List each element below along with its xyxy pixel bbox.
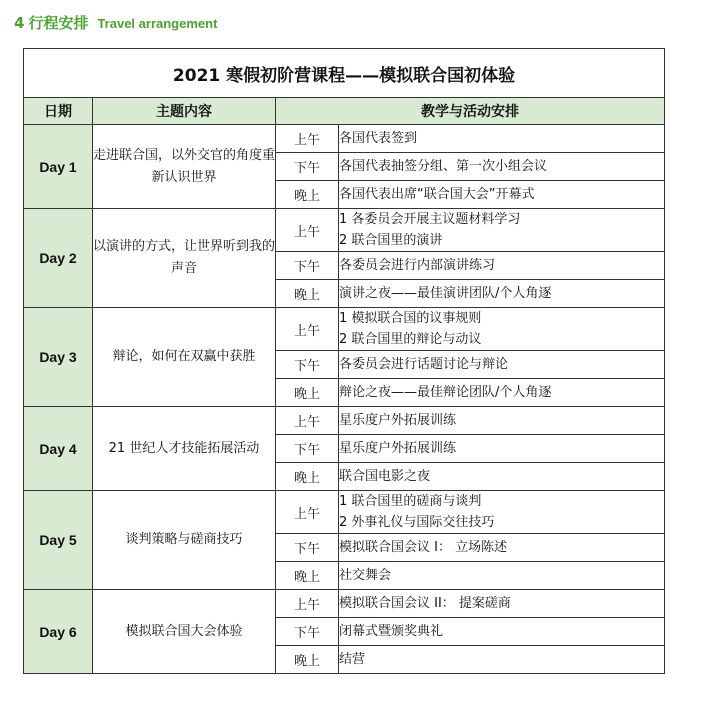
activity-item: 1 各委员会开展主议题材料学习: [339, 212, 521, 227]
table-row: [24, 407, 665, 435]
section-number: 4: [14, 14, 25, 32]
time-slot: 下午: [276, 435, 339, 463]
activity-cell: [339, 209, 665, 252]
time-slot: 下午: [276, 618, 339, 646]
activity-cell: [339, 181, 665, 209]
activity-item: 1 联合国里的磋商与谈判: [339, 494, 482, 509]
activity-item: 各委员会进行内部演讲练习: [339, 258, 496, 273]
activity-cell: [339, 618, 665, 646]
header-activities: 教学与活动安排: [276, 98, 665, 125]
activity-cell: [339, 379, 665, 407]
activity-cell: [339, 280, 665, 308]
activity-cell: [339, 351, 665, 379]
activity-cell: [339, 646, 665, 674]
time-slot: 上午: [276, 491, 339, 534]
table-row: [24, 590, 665, 618]
time-slot: 晚上: [276, 463, 339, 491]
day-label: Day 1: [24, 125, 93, 209]
activity-cell: [339, 534, 665, 562]
section-title-cn: 行程安排: [28, 14, 89, 32]
table-row: [24, 125, 665, 153]
activity-item: 2 联合国里的辩论与动议: [339, 332, 482, 347]
time-slot: 晚上: [276, 379, 339, 407]
time-slot: 下午: [276, 153, 339, 181]
activity-cell: [339, 153, 665, 181]
time-slot: 晚上: [276, 646, 339, 674]
time-slot: 晚上: [276, 181, 339, 209]
activity-item: 辩论之夜——最佳辩论团队/个人角逐: [339, 385, 552, 400]
activity-item: 星乐度户外拓展训练: [339, 441, 457, 456]
time-slot: 上午: [276, 590, 339, 618]
activity-cell: [339, 308, 665, 351]
day-theme: 谈判策略与磋商技巧: [93, 491, 276, 590]
activity-item: 模拟联合国会议 I： 立场陈述: [339, 540, 508, 555]
day-label: Day 2: [24, 209, 93, 308]
section-title-en: Travel arrangement: [97, 16, 218, 31]
schedule-table: [23, 48, 665, 674]
table-row: [24, 491, 665, 534]
header-date: 日期: [24, 98, 93, 125]
day-label: Day 6: [24, 590, 93, 674]
time-slot: 上午: [276, 125, 339, 153]
day-theme: 辩论，如何在双赢中获胜: [93, 308, 276, 407]
activity-cell: [339, 407, 665, 435]
time-slot: 下午: [276, 252, 339, 280]
activity-cell: [339, 125, 665, 153]
activity-cell: [339, 463, 665, 491]
activity-item: 联合国电影之夜: [339, 469, 431, 484]
day-theme: 以演讲的方式，让世界听到我的声音: [93, 209, 276, 308]
activity-cell: [339, 435, 665, 463]
activity-item: 各国代表签到: [339, 131, 418, 146]
day-theme: 模拟联合国大会体验: [93, 590, 276, 674]
day-theme: 21 世纪人才技能拓展活动: [93, 407, 276, 491]
activity-cell: [339, 590, 665, 618]
activity-item: 各委员会进行话题讨论与辩论: [339, 357, 509, 372]
activity-item: 模拟联合国会议 II： 提案磋商: [339, 596, 511, 611]
day-label: Day 5: [24, 491, 93, 590]
activity-item: 各国代表抽签分组、第一次小组会议: [339, 159, 548, 174]
activity-item: 演讲之夜——最佳演讲团队/个人角逐: [339, 286, 552, 301]
time-slot: 上午: [276, 209, 339, 252]
activity-item: 结营: [339, 652, 366, 667]
activity-item: 2 联合国里的演讲: [339, 233, 443, 248]
activity-item: 各国代表出席“联合国大会”开幕式: [339, 187, 535, 202]
time-slot: 晚上: [276, 280, 339, 308]
header-theme: 主题内容: [93, 98, 276, 125]
time-slot: 上午: [276, 308, 339, 351]
table-title: 2021 寒假初阶营课程——模拟联合国初体验: [24, 49, 665, 98]
day-label: Day 4: [24, 407, 93, 491]
activity-item: 2 外事礼仪与国际交往技巧: [339, 515, 495, 530]
activity-cell: [339, 491, 665, 534]
activity-cell: [339, 562, 665, 590]
section-heading: [14, 12, 217, 36]
activity-item: 闭幕式暨颁奖典礼: [339, 624, 444, 639]
day-theme: 走进联合国，以外交官的角度重新认识世界: [93, 125, 276, 209]
activity-item: 社交舞会: [339, 568, 392, 583]
activity-cell: [339, 252, 665, 280]
time-slot: 上午: [276, 407, 339, 435]
activity-item: 1 模拟联合国的议事规则: [339, 311, 482, 326]
activity-item: 星乐度户外拓展训练: [339, 413, 457, 428]
day-label: Day 3: [24, 308, 93, 407]
time-slot: 下午: [276, 351, 339, 379]
time-slot: 晚上: [276, 562, 339, 590]
table-row: [24, 209, 665, 252]
table-row: [24, 308, 665, 351]
time-slot: 下午: [276, 534, 339, 562]
schedule-body: [24, 125, 665, 674]
